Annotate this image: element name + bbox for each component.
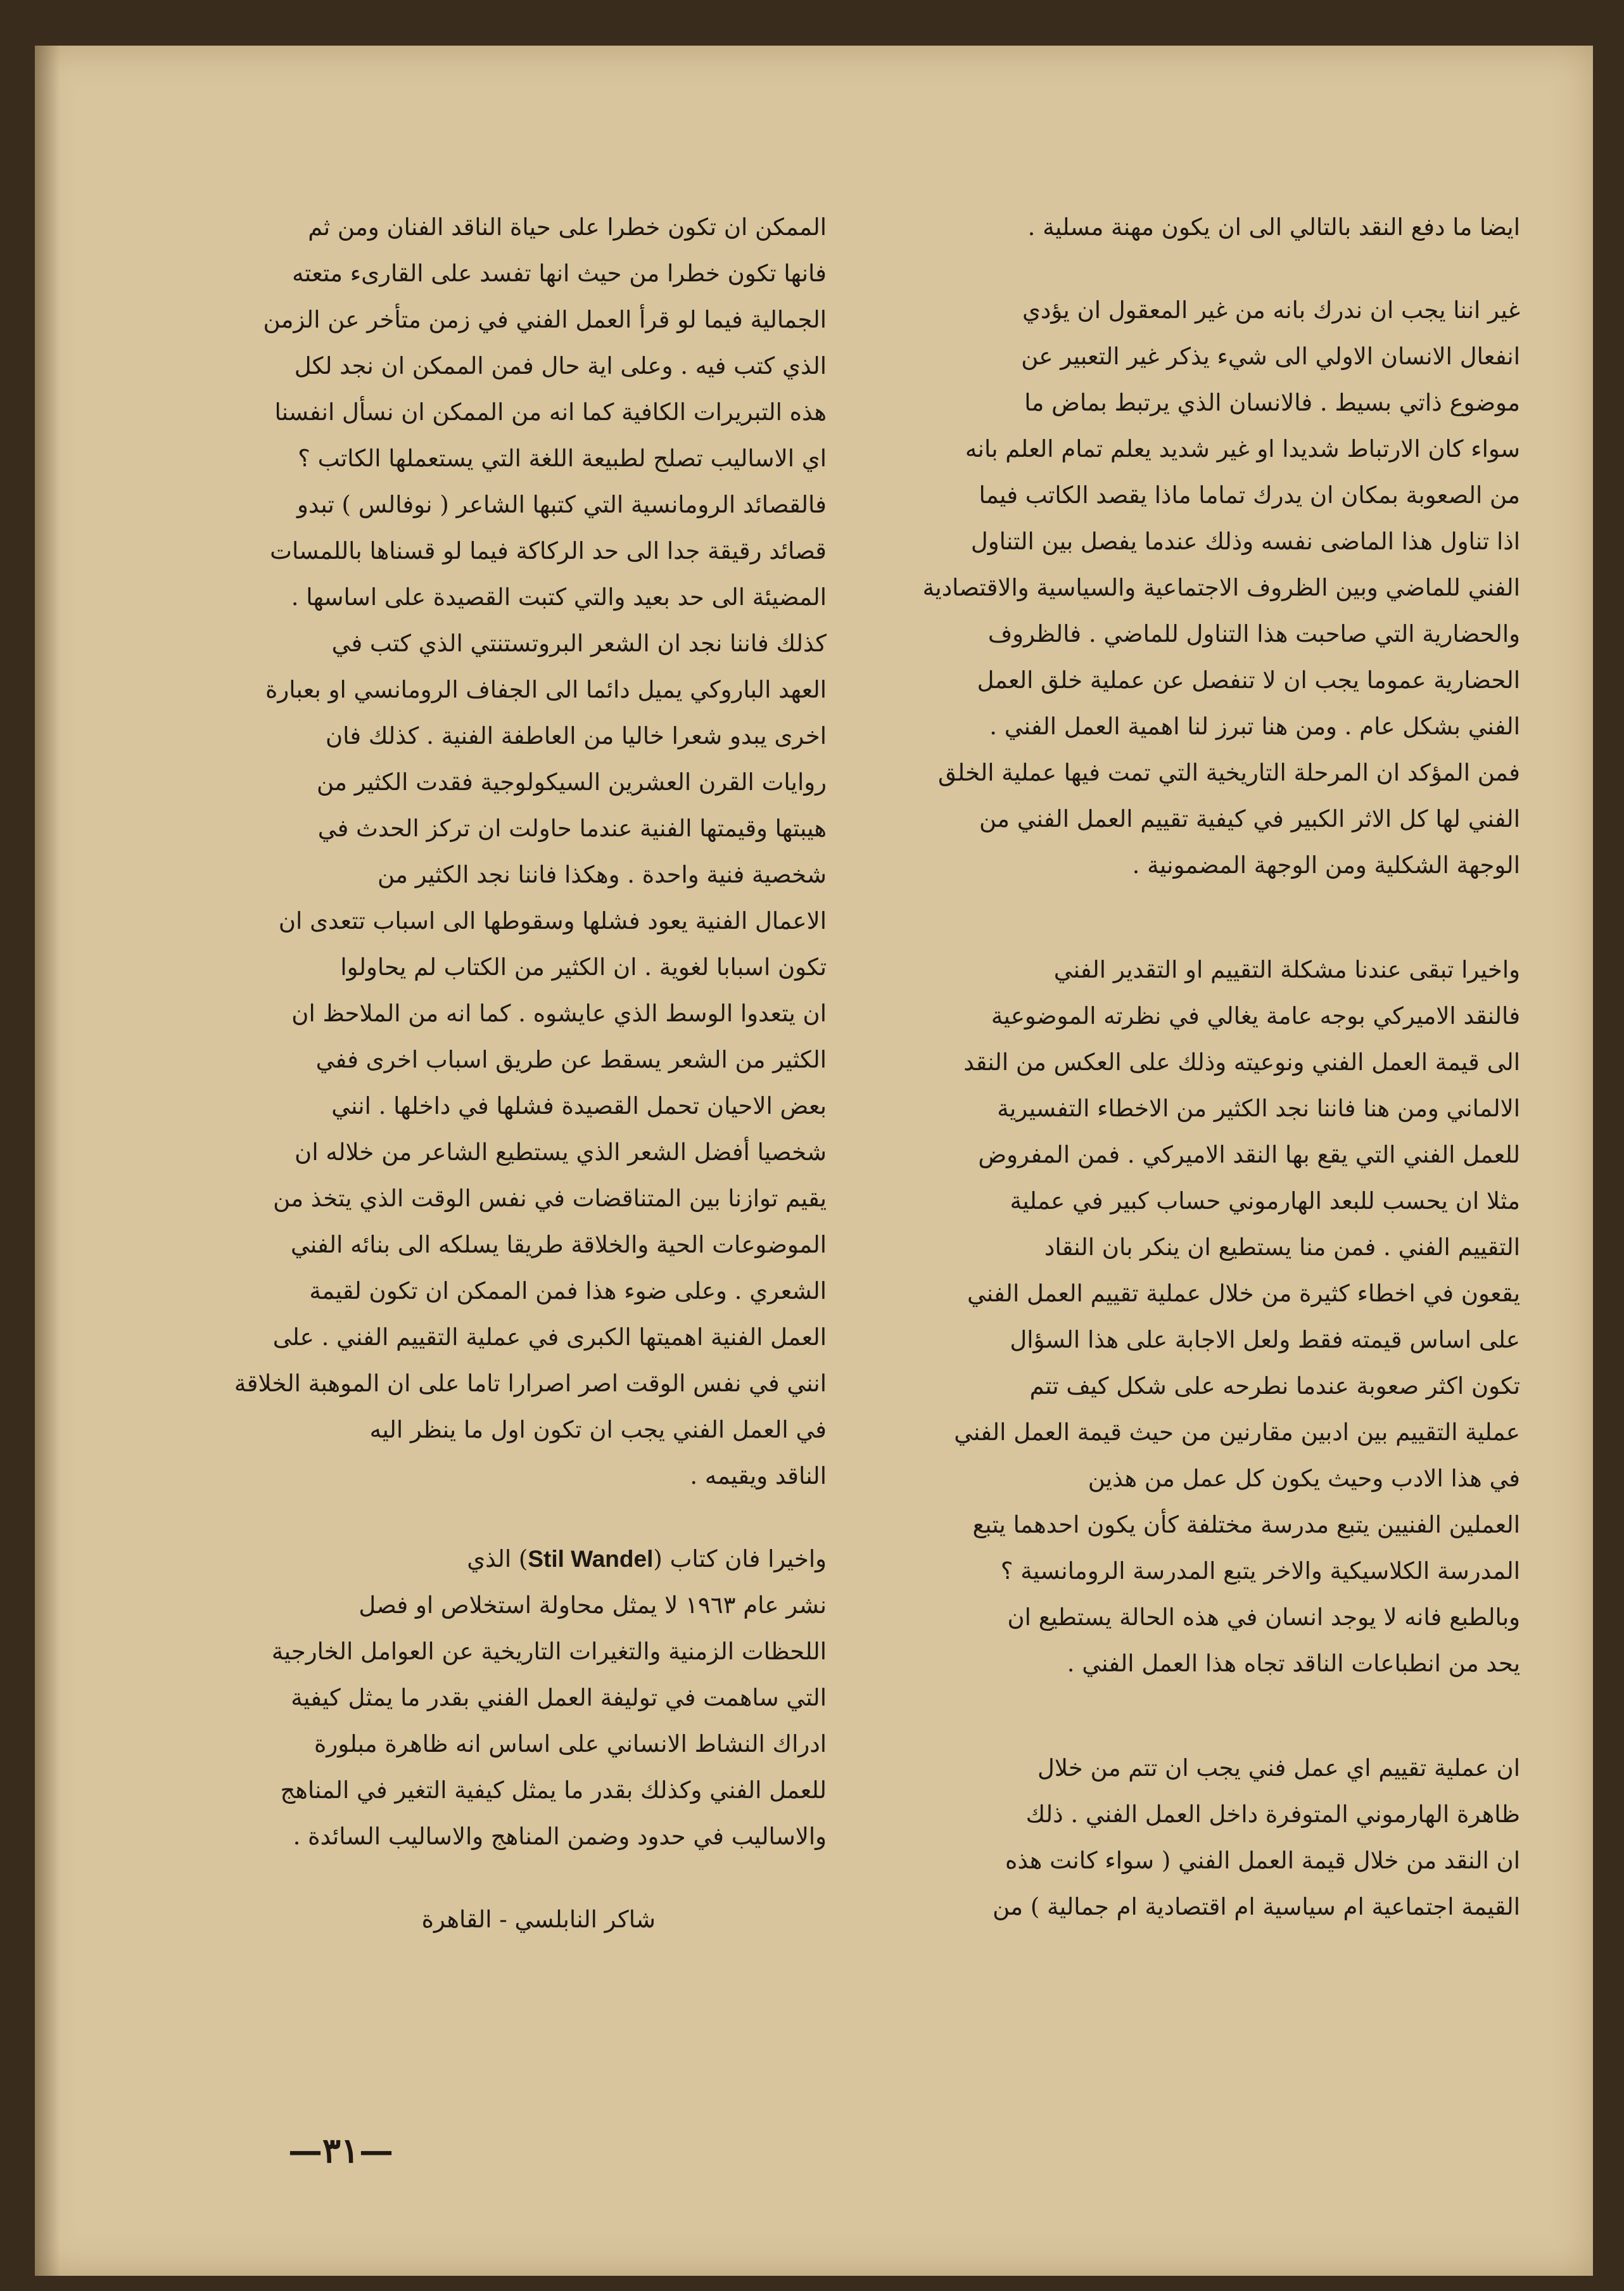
- paragraph-spacer: [868, 1687, 1520, 1745]
- paragraph-opening-line: ايضا ما دفع النقد بالتالي الى ان يكون مهنة مسلية .: [1027, 214, 1520, 241]
- paragraph-stil-wandel: [162, 1536, 827, 1860]
- left-column: [162, 204, 827, 1943]
- paragraph-spacer: [162, 1499, 827, 1536]
- page-number: —٣١—: [288, 2130, 394, 2171]
- paragraph-artistic-evaluation: واخيرا تبقى عندنا مشكلة التقييم او التقدير الفني فالنقد الاميركي بوجه عامة يغالي في نظرته الموضوعية الى قيمة العمل الفني ونوعيته وذلك على العكس من النقد الالماني ومن هنا فاننا نجد الكثير من الاخطاء التفسيرية للعمل الفني التي يقع بها النقد الاميركي . فمن المفروض مثلا ان يحسب للبعد الهارموني حساب كبير في عملية التقييم الفني . فمن منا يستطيع ان ينكر بان النقاد يقعون في اخطاء كثيرة من خلال عملية تقييم العمل الفني على اساس قيمته فقط ولعل الاجابة على هذا السؤال تكون اكثر صعوبة عندما نطرحه على شكل كيف تتم عملية التقييم بين ادبين مقارنين من حيث قيمة العمل الفني في هذا الادب وحيث يكون كل عمل من هذين العملين الفنيين يتبع مدرسة مختلفة كأن يكون احدهما يتبع المدرسة الكلاسيكية والاخر يتبع المدرسة الرومانسية ؟ وبالطبع فانه لا يوجد انسان في هذه الحالة يستطيع ان يحد من انطباعات الناقد تجاه هذا العمل الفني .: [954, 956, 1520, 1677]
- book-title-stil-wandel: Stil Wandel: [528, 1546, 654, 1572]
- paragraph-critic-danger: الممكن ان تكون خطرا على حياة الناقد الفنان ومن ثم فانها تكون خطرا من حيث انها تفسد على القارىء متعته الجمالية فيما لو قرأ العمل الفني في زمن متأخر عن الزمن الذي كتب فيه . وعلى اية حال فمن الممكن ان نجد لكل هذه التبريرات الكافية كما انه من الممكن ان نسأل انفسنا اي الاساليب تصلح لطبيعة اللغة التي يستعملها الكاتب ؟ فالقصائد الرومانسية التي كتبها الشاعر ( نوفالس ) تبدو قصائد رقيقة جدا الى حد الركاكة فيما لو قسناها باللمسات المضيئة الى حد بعيد والتي كتبت القصيدة على اساسها . كذلك فاننا نجد ان الشعر البروتستنتي الذي كتب في العهد الباروكي يميل دائما الى الجفاف الرومانسي او بعبارة اخرى يبدو شعرا خاليا من العاطفة الفنية . كذلك فان روايات القرن العشرين السيكولوجية فقدت الكثير من هيبتها وقيمتها الفنية عندما حاولت ان تركز الحدث في شخصية فنية واحدة . وهكذا فاننا نجد الكثير من الاعمال الفنية يعود فشلها وسقوطها الى اسباب تتعدى ان تكون اسبابا لغوية . ان الكثير من الكتاب لم يحاولوا ان يتعدوا الوسط الذي عايشوه . كما انه من الملاحظ ان الكثير من الشعر يسقط عن طريق اسباب اخرى ففي بعض الاحيان تحمل القصيدة فشلها في داخلها . انني شخصيا أفضل الشعر الذي يستطيع الشاعر من خلاله ان يقيم توازنا بين المتناقضات في نفس الوقت الذي يتخذ من الموضوعات الحية والخلاقة طريقا يسلكه الى بنائه الفني الشعري . وعلى ضوء هذا فمن الممكن ان تكون لقيمة العمل الفنية اهميتها الكبرى في عملية التقييم الفني . على انني في نفس الوقت اصر اصرارا تاما على ان الموهبة الخلاقة في العمل الفني يجب ان تكون اول ما ينظر اليه الناقد ويقيمه .: [234, 214, 827, 1490]
- right-column: [868, 204, 1520, 1930]
- paragraph-spacer: [868, 250, 1520, 287]
- author-signature: شاكر النابلسي - القاهرة: [421, 1906, 656, 1933]
- paragraph-spacer: [162, 1860, 827, 1896]
- paragraph-harmony: ان عملية تقييم اي عمل فني يجب ان تتم من خلال ظاهرة الهارموني المتوفرة داخل العمل الفني . ذلك ان النقد من خلال قيمة العمل الفني ( سواء كانت هذه القيمة اجتماعية ام سياسية ام اقتصادية ام جمالية ) من: [993, 1754, 1520, 1920]
- binding-shadow: [35, 46, 60, 2276]
- paragraph-historical-context: غير اننا يجب ان ندرك بانه من غير المعقول ان يؤدي انفعال الانسان الاولي الى شيء يذكر غير التعبير عن موضوع ذاتي بسيط . فالانسان الذي يرتبط بماض ما سواء كان الارتباط شديدا او غير شديد يعلم تمام العلم بانه من الصعوبة بمكان ان يدرك تماما ماذا يقصد الكاتب فيما اذا تناول هذا الماضى نفسه وذلك عندما يفصل بين التناول الفني للماضي وبين الظروف الاجتماعية والسياسية والاقتصادية والحضارية التي صاحبت هذا التناول للماضي . فالظروف الحضارية عموما يجب ان لا تنفصل عن عملية خلق العمل الفني بشكل عام . ومن هنا تبرز لنا اهمية العمل الفني . فمن المؤكد ان المرحلة التاريخية التي تمت فيها عملية الخلق الفني لها كل الاثر الكبير في كيفية تقييم العمل الفني من الوجهة الشكلية ومن الوجهة المضمونية .: [922, 297, 1520, 879]
- stil-wandel-intro: واخيرا فان كتاب (: [653, 1545, 827, 1573]
- magazine-page: [35, 46, 1593, 2276]
- stil-wandel-body: ) الذي نشر عام ١٩٦٣ لا يمثل محاولة استخلاص او فصل اللحظات الزمنية والتغيرات التاريخية عن العوامل الخارجية التي ساهمت في توليفة العمل الفني بقدر ما يمثل كيفية ادراك النشاط الانساني على اساس انه ظاهرة مبلورة للعمل الفني وكذلك بقدر ما يمثل كيفية التغير في المناهج والاساليب في حدود وضمن المناهج والاساليب السائدة .: [271, 1545, 827, 1850]
- paragraph-spacer: [868, 888, 1520, 947]
